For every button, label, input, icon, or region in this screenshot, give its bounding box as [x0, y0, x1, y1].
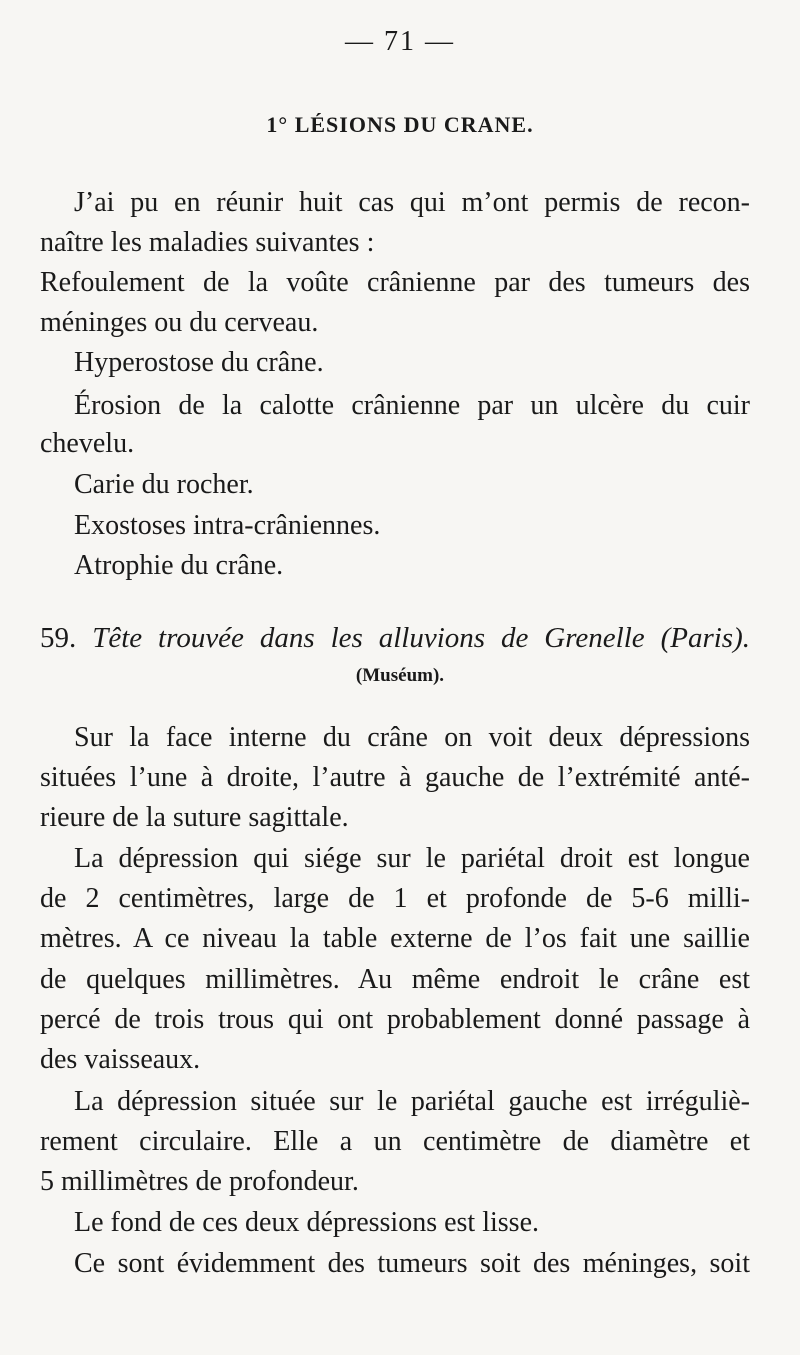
condition-item: Exostoses intra-crâniennes.	[74, 510, 381, 541]
paragraph-line: Sur la face interne du crâne on voit deux dépressions	[74, 722, 750, 753]
paragraph-line: de quelques millimètres. Au même endroit le crâne est	[40, 964, 750, 995]
condition-item: Hyperostose du crâne.	[74, 347, 324, 378]
section-heading: 1° LÉSIONS DU CRANE.	[266, 112, 534, 137]
paragraph-line: Le fond de ces deux dépressions est lisse.	[74, 1207, 539, 1238]
paragraph-line: La dépression située sur le pariétal gauche est irréguliè-	[74, 1086, 750, 1117]
paragraph-line: rement circulaire. Elle a un centimètre de diamètre et	[40, 1126, 750, 1157]
condition-item: Refoulement de la voûte crânienne par des tumeurs des	[40, 267, 750, 298]
paragraph-line: des vaisseaux.	[40, 1044, 201, 1075]
paragraph-line: La dépression qui siége sur le pariétal droit est longue	[74, 843, 750, 874]
case-source: (Muséum).	[355, 665, 445, 686]
paragraph-line: 5 millimètres de profondeur.	[40, 1166, 359, 1197]
page-number: — 71 —	[345, 26, 455, 57]
case-number: 59.	[40, 622, 77, 654]
paragraph-line: naître les maladies suivantes :	[40, 227, 375, 258]
paragraph-line: percé de trois trous qui ont probablement donné passage à	[40, 1004, 750, 1035]
paragraph-line: mètres. A ce niveau la table externe de l’os fait une saillie	[40, 923, 750, 954]
paragraph-line: rieure de la suture sagittale.	[40, 802, 349, 833]
condition-item: Atrophie du crâne.	[74, 550, 284, 581]
paragraph-line: J’ai pu en réunir huit cas qui m’ont permis de recon-	[74, 187, 750, 218]
condition-item: Érosion de la calotte crânienne par un ulcère du cuir	[74, 390, 750, 421]
paragraph-line: situées l’une à droite, l’autre à gauche de l’extrémité anté-	[40, 762, 750, 793]
paragraph-line: Ce sont évidemment des tumeurs soit des méninges, soit	[74, 1248, 750, 1279]
paragraph-line: de 2 centimètres, large de 1 et profonde de 5-6 milli-	[40, 883, 750, 914]
condition-item: chevelu.	[40, 428, 135, 459]
case-title	[40, 622, 750, 655]
condition-item: méninges ou du cerveau.	[40, 307, 319, 338]
condition-item: Carie du rocher.	[74, 469, 254, 500]
case-title-text: Tête trouvée dans les alluvions de Grenelle (Paris).	[92, 622, 750, 654]
